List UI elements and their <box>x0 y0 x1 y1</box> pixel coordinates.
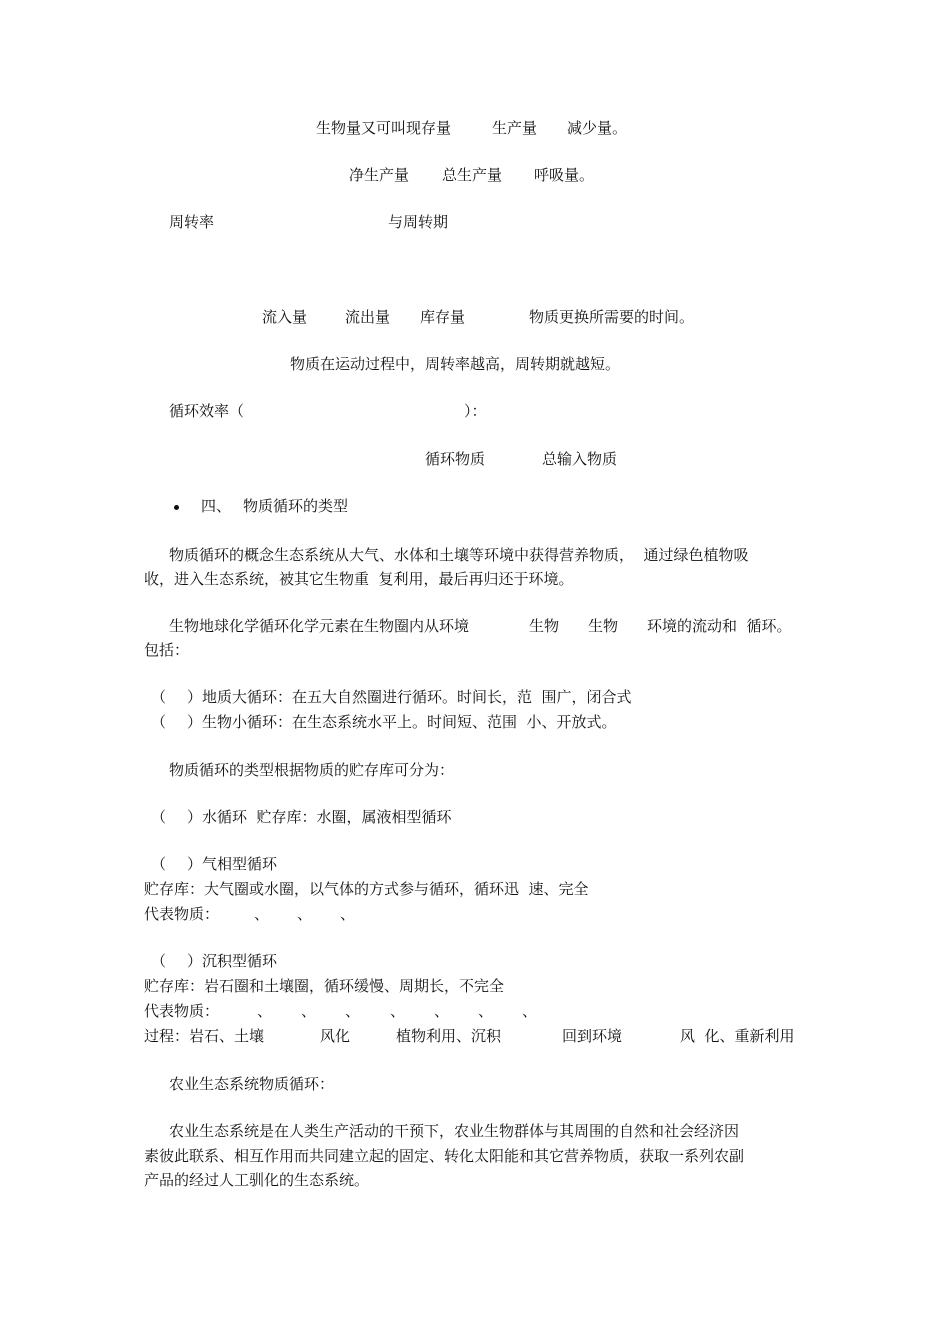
text-turnover-rate: 周转率 <box>169 213 215 231</box>
item-water-paren: （ <box>151 808 167 826</box>
para-agri-line1: 农业生态系统是在人类生产活动的干预下，农业生物群体与其周围的自然和社会经济因 <box>169 1122 740 1140</box>
para-concept-line1: 物质循环的概念生态系统从大气、水体和土壤等环境中获得营养物质， 通过绿色植物吸 <box>169 546 749 564</box>
heading-number: 四、 <box>201 497 232 515</box>
sediment-sep-5: 、 <box>434 1002 450 1020</box>
heading-cycle-types: 物质循环的类型 <box>243 497 349 515</box>
para-biogeochem-b: 生物 <box>529 617 560 635</box>
para-agri-line2: 素彼此联系、相互作用而共同建立起的固定、转化太阳能和其它营养物质，获取一系列农副 <box>144 1147 745 1165</box>
text-outflow: 流出量 <box>345 308 391 326</box>
item-sediment-cycle: ）沉积型循环 <box>187 952 278 970</box>
sediment-representatives-label: 代表物质： <box>144 1002 220 1020</box>
process-weathering: 风化 <box>320 1027 351 1045</box>
text-turnover-period: 与周转期 <box>388 213 449 231</box>
sediment-sep-3: 、 <box>345 1002 361 1020</box>
text-cycle-efficiency: 循环效率（ <box>169 402 245 420</box>
sediment-sep-6: 、 <box>478 1002 494 1020</box>
text-total-input: 总输入物质 <box>542 450 618 468</box>
process-rock-soil: 过程：岩石、土壤 <box>144 1027 265 1045</box>
sediment-reservoir: 贮存库：岩石圈和土壤圈，循环缓慢、周期长，不完全 <box>144 977 505 995</box>
sediment-sep-7: 、 <box>522 1002 538 1020</box>
text-cycled-matter: 循环物质 <box>425 450 486 468</box>
gas-reservoir: 贮存库：大气圈或水圈，以气体的方式参与循环，循环迅 速、完全 <box>144 880 589 898</box>
gas-sep-2: 、 <box>297 905 313 923</box>
para-biogeochem-includes: 包括： <box>144 641 190 659</box>
item-gas-paren: （ <box>151 855 167 873</box>
text-stock: 库存量 <box>420 308 466 326</box>
gas-representatives-label: 代表物质： <box>144 905 220 923</box>
text-gross-production: 总生产量 <box>442 166 503 184</box>
gas-sep-1: 、 <box>254 905 270 923</box>
gas-sep-3: 、 <box>340 905 356 923</box>
bullet-dot <box>174 505 179 510</box>
text-reduction: 减少量。 <box>567 119 628 137</box>
item-geo-paren: （ <box>151 688 167 706</box>
text-biomass: 生物量又可叫现存量 <box>316 119 452 137</box>
para-biogeochem-d: 环境的流动和 循环。 <box>647 617 792 635</box>
text-turnover-relation: 物质在运动过程中，周转率越高，周转期就越短。 <box>290 355 621 373</box>
text-inflow: 流入量 <box>262 308 308 326</box>
item-gas-cycle: ）气相型循环 <box>187 855 278 873</box>
text-production: 生产量 <box>492 119 538 137</box>
heading-agri-cycle: 农业生态系统物质循环： <box>169 1075 335 1093</box>
process-return: 回到环境 <box>562 1027 623 1045</box>
text-exchange-time: 物质更换所需要的时间。 <box>529 308 695 326</box>
item-geo-cycle: ）地质大循环：在五大自然圈进行循环。时间长，范 围广，闭合式 <box>187 688 632 706</box>
item-bio-cycle: ）生物小循环：在生态系统水平上。时间短、范围 小、开放式。 <box>187 713 617 731</box>
text-net-production: 净生产量 <box>349 166 410 184</box>
sediment-sep-1: 、 <box>257 1002 273 1020</box>
para-biogeochem-c: 生物 <box>588 617 619 635</box>
process-plant-use: 植物利用、沉积 <box>396 1027 502 1045</box>
para-concept-line2: 收，进入生态系统，被其它生物重 复利用，最后再归还于环境。 <box>144 570 574 588</box>
text-cycle-efficiency-close: ）： <box>464 402 487 420</box>
sediment-sep-2: 、 <box>301 1002 317 1020</box>
item-sediment-paren: （ <box>151 952 167 970</box>
para-agri-line3: 产品的经过人工驯化的生态系统。 <box>144 1171 370 1189</box>
item-water-cycle: ）水循环 贮存库：水圈，属液相型循环 <box>187 808 452 826</box>
item-bio-paren: （ <box>151 713 167 731</box>
text-respiration: 呼吸量。 <box>534 166 595 184</box>
sediment-sep-4: 、 <box>390 1002 406 1020</box>
para-biogeochem-a: 生物地球化学循环化学元素在生物圈内从环境 <box>169 617 470 635</box>
para-cycle-classification: 物质循环的类型根据物质的贮存库可分为： <box>169 761 455 779</box>
process-reuse: 风 化、重新利用 <box>680 1027 795 1045</box>
